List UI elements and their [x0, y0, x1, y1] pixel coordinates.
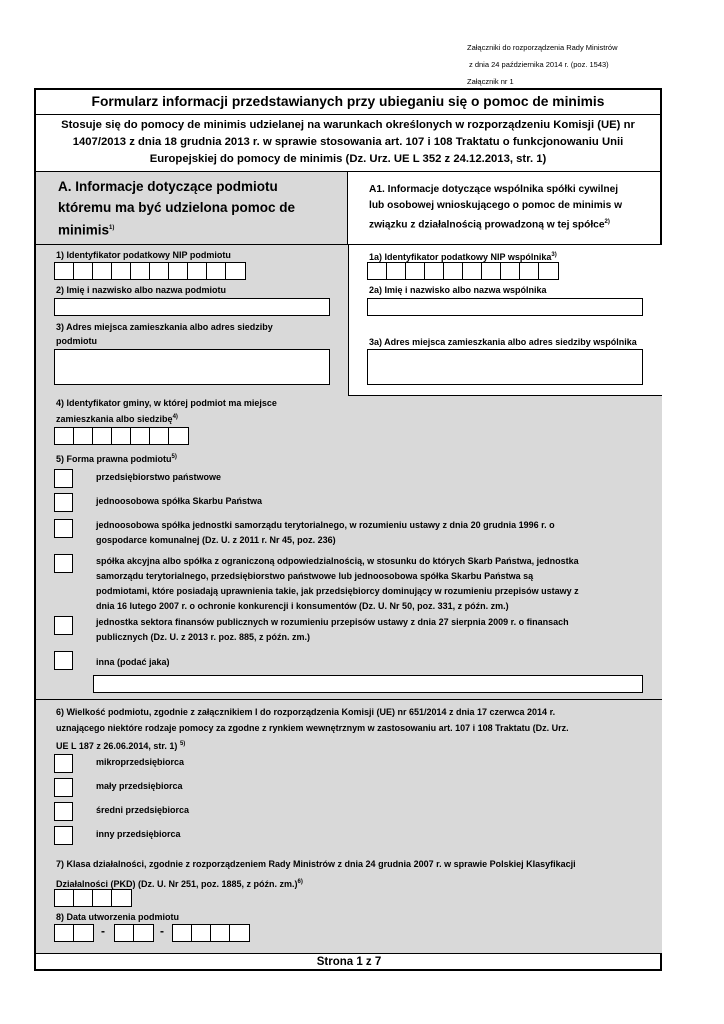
- size-small-label: mały przedsiębiorca: [96, 781, 183, 791]
- nip-input[interactable]: [54, 262, 246, 280]
- size-small-checkbox[interactable]: [54, 778, 73, 797]
- size-medium-checkbox[interactable]: [54, 802, 73, 821]
- legal-form-municipal-company-checkbox[interactable]: [54, 519, 73, 538]
- legal-form-treasury-company-label: jednoosobowa spółka Skarbu Państwa: [96, 496, 263, 506]
- q6-label: 6) Wielkość podmiotu, zgodnie z załącznikiem I do rozporządzenia Komisji (UE) nr 651/2014 z dnia 17 czerwca 2014 r. uznającego niektóre rodzaje pomocy za zgodne z rynkiem wewnętrznym w zastosowaniu art. 107 i 108 Traktatu (Dz. Urz. UE L 187 z 26.06.2014, str. 1) $^{5)}$: [56, 707, 569, 751]
- partner-name-input[interactable]: [367, 298, 643, 316]
- name-input[interactable]: [54, 298, 330, 316]
- size-micro-label: mikroprzedsiębiorca: [96, 757, 185, 767]
- legal-form-controlled-company-checkbox[interactable]: [54, 554, 73, 573]
- date-month-input[interactable]: [114, 924, 154, 942]
- section-a1-heading-line-3: związku z działalnością prowadzoną w tej spółce: [369, 219, 605, 231]
- q2a-label: 2a) Imię i nazwisko albo nazwa wspólnika: [369, 285, 547, 295]
- municipality-id-input[interactable]: [54, 427, 189, 445]
- header-attachment-number: Załącznik nr 1: [467, 77, 514, 86]
- q7-label: 7) Klasa działalności, zgodnie z rozporządzeniem Rady Ministrów z dnia 24 grudnia 2007 r. w sprawie Polskiej Klasyfikacji Działalności (PKD) (Dz. U. Nr 251, poz. 1885, z późn. zm.)$^{6)}$: [56, 859, 576, 889]
- footnote-ref: 5): [171, 454, 177, 460]
- partner-nip-input[interactable]: [367, 262, 559, 280]
- legal-form-controlled-company-label: spółka akcyjna albo spółka z ograniczoną odpowiedzialnością, w stosunku do których Skarb Państwa, jednostka samorządu terytorialnego, przedsiębiorstwo państwowe lub jednoosobowa spółka Skarbu Państwa są podmiotami, które posiadają uprawnienia takie, jak przedsiębiorcy dominujący w rozumieniu przepisów ustawy z dnia 16 lutego 2007 r. o ochronie konkurencji i konsumentów (Dz. U. Nr 50, poz. 331, z późn. zm.): [96, 556, 579, 611]
- legal-form-other-checkbox[interactable]: [54, 651, 73, 670]
- footnote-ref: 2): [604, 219, 610, 225]
- q3a-label: 3a) Adres miejsca zamieszkania albo adres siedziby wspólnika: [369, 337, 637, 347]
- section-a1-header: [348, 171, 662, 244]
- header-date-line: z dnia 24 października 2014 r. (poz. 1543): [469, 60, 609, 69]
- date-year-input[interactable]: [172, 924, 250, 942]
- legal-form-public-finance-unit-label: jednostka sektora finansów publicznych w rozumieniu przepisów ustawy z dnia 27 sierpnia 2009 r. o finansach publicznych (Dz. U. z 2013 r. poz. 885, z późn. zm.): [96, 617, 569, 642]
- size-other-label: inny przedsiębiorca: [96, 829, 181, 839]
- legal-form-state-enterprise-label: przedsiębiorstwo państwowe: [96, 472, 222, 482]
- pkd-input[interactable]: [54, 889, 132, 907]
- form-subtitle-line-1: Stosuje się do pomocy de minimis udzielanej na warunkach określonych w rozporządzeniu Komisji (UE) nr: [61, 119, 635, 131]
- partner-address-input[interactable]: [367, 349, 643, 385]
- q2-label: 2) Imię i nazwisko albo nazwa podmiotu: [56, 285, 227, 295]
- footnote-ref: 4): [172, 414, 178, 420]
- page-number: Strona 1 z 7: [36, 953, 662, 971]
- section-a1-heading-line-2: lub osobowej wnioskującego o pomoc de minimis w: [369, 200, 623, 211]
- legal-form-other-label: inna (podać jaka): [96, 657, 170, 667]
- q5-label: 5) Forma prawna podmiotu$^{5)}$: [56, 454, 177, 464]
- section-a1-heading-line-1: A1. Informacje dotyczące wspólnika spółki cywilnej: [369, 184, 619, 195]
- address-input[interactable]: [54, 349, 330, 385]
- date-separator: -: [160, 924, 164, 938]
- date-day-input[interactable]: [54, 924, 94, 942]
- footnote-ref: 3): [551, 252, 557, 258]
- q1a-label: 1a) Identyfikator podatkowy NIP wspólnika$^{3)}$: [369, 252, 557, 262]
- date-separator: -: [101, 924, 105, 938]
- legal-form-municipal-company-label: jednoosobowa spółka jednostki samorządu terytorialnego, w rozumieniu ustawy z dnia 20 grudnia 1996 r. o gospodarce komunalnej (Dz. U. z 2011 r. Nr 45, poz. 236): [96, 520, 555, 545]
- q4-label: 4) Identyfikator gminy, w której podmiot ma miejsce zamieszkania albo siedzibę$^{4)}$: [56, 398, 277, 424]
- form-subtitle-line-2: 1407/2013 z dnia 18 grudnia 2013 r. w sprawie stosowania art. 107 i 108 Traktatu o funkcjonowaniu Unii: [72, 136, 624, 148]
- legal-form-public-finance-unit-checkbox[interactable]: [54, 616, 73, 635]
- section-a-header: [36, 171, 348, 244]
- section-a-heading-line-3: minimis: [58, 222, 110, 238]
- section-a-heading-line-2: któremu ma być udzielona pomoc de: [58, 200, 296, 215]
- section-a-heading-line-1: A. Informacje dotyczące podmiotu: [58, 179, 278, 194]
- form-title: Formularz informacji przedstawianych przy ubieganiu się o pomoc de minimis: [91, 94, 605, 109]
- footnote-ref: 5): [179, 741, 186, 747]
- footnote-ref: 1): [109, 225, 115, 231]
- legal-form-other-input[interactable]: [93, 675, 643, 693]
- form-subtitle-line-3: Europejskiej do pomocy de minimis (Dz. Urz. UE L 352 z 24.12.2013, str. 1): [149, 153, 547, 165]
- q8-label: 8) Data utworzenia podmiotu: [56, 912, 180, 922]
- size-medium-label: średni przedsiębiorca: [96, 805, 190, 815]
- legal-form-state-enterprise-checkbox[interactable]: [54, 469, 73, 488]
- footnote-ref: 6): [297, 879, 303, 885]
- size-other-checkbox[interactable]: [54, 826, 73, 845]
- q1-label: 1) Identyfikator podatkowy NIP podmiotu: [56, 250, 231, 260]
- header-annex-line: Załączniki do rozporządzenia Rady Ministrów: [467, 43, 618, 52]
- form-frame: [34, 88, 662, 971]
- q3-label: 3) Adres miejsca zamieszkania albo adres siedziby podmiotu: [56, 322, 273, 346]
- size-micro-checkbox[interactable]: [54, 754, 73, 773]
- legal-form-treasury-company-checkbox[interactable]: [54, 493, 73, 512]
